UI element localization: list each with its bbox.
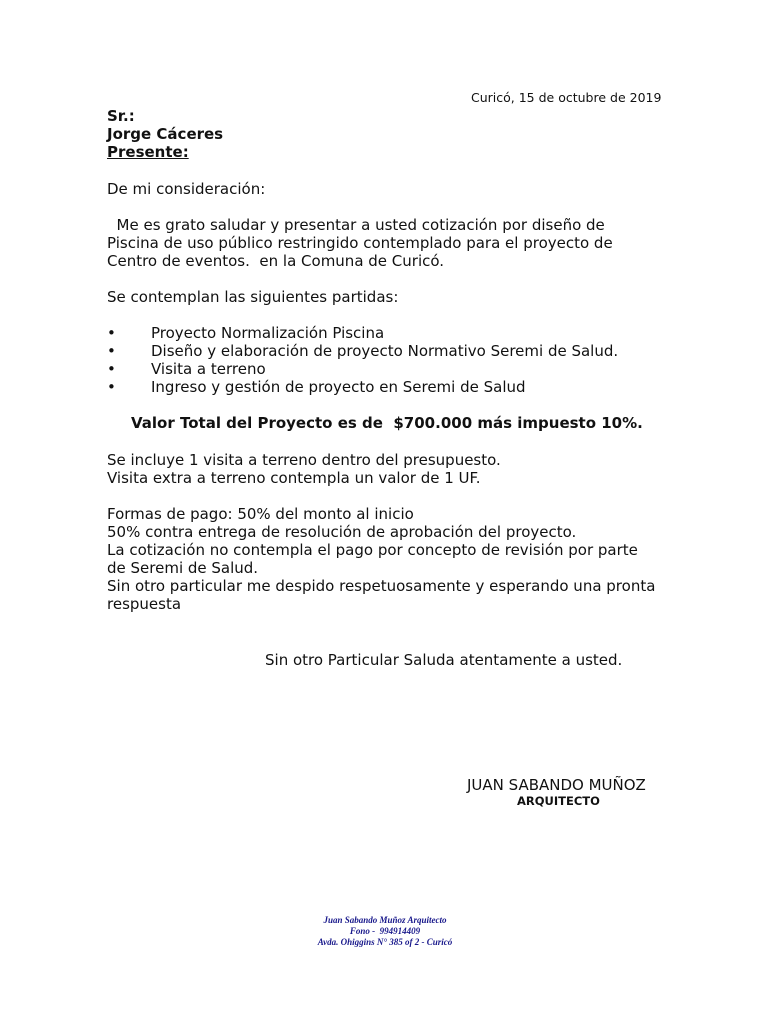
- payment-line: de Seremi de Salud.: [107, 559, 259, 577]
- payment-line: Formas de pago: 50% del monto al inicio: [107, 505, 414, 523]
- bullet-icon: •: [107, 378, 116, 396]
- list-item: [107, 342, 618, 360]
- intro-line: Centro de eventos. en la Comuna de Curicó.: [107, 252, 445, 270]
- bullet-icon: •: [107, 342, 116, 360]
- recipient-block: [107, 107, 223, 161]
- partidas-title: Se contemplan las siguientes partidas:: [107, 288, 399, 306]
- partidas-list: [107, 324, 618, 396]
- closing-line: Sin otro Particular Saluda atentamente a usted.: [265, 651, 623, 669]
- intro-line: Me es grato saludar y presentar a usted cotización por diseño de: [107, 216, 605, 234]
- list-item-text: Visita a terreno: [151, 360, 266, 378]
- intro-line: Piscina de uso público restringido contemplado para el proyecto de: [107, 234, 613, 252]
- greeting: De mi consideración:: [107, 180, 266, 198]
- list-item: [107, 324, 618, 342]
- payment-paragraph: [107, 505, 655, 613]
- bullet-icon: •: [107, 324, 116, 342]
- footer-line: Fono - 994914409: [349, 926, 421, 936]
- intro-paragraph: [107, 216, 613, 270]
- recipient-name: Jorge Cáceres: [107, 125, 224, 143]
- total-value-line: Valor Total del Proyecto es de $700.000 más impuesto 10%.: [131, 414, 643, 432]
- visits-line: Visita extra a terreno contempla un valor de 1 UF.: [107, 469, 481, 487]
- list-item-text: Ingreso y gestión de proyecto en Seremi de Salud: [151, 378, 526, 396]
- payment-line: respuesta: [107, 595, 182, 613]
- signer-title: ARQUITECTO: [517, 794, 600, 808]
- list-item-text: Proyecto Normalización Piscina: [151, 324, 385, 342]
- list-item: [107, 378, 618, 396]
- visits-paragraph: [107, 451, 501, 487]
- footer-line: Juan Sabando Muñoz Arquitecto: [323, 915, 447, 925]
- bullet-icon: •: [107, 360, 116, 378]
- salutation: Sr.:: [107, 107, 135, 125]
- payment-line: Sin otro particular me despido respetuosamente y esperando una pronta: [107, 577, 656, 595]
- footer-line: Avda. Ohiggins N° 385 of 2 - Curicó: [317, 937, 453, 947]
- list-item-text: Diseño y elaboración de proyecto Normativo Seremi de Salud.: [151, 342, 619, 360]
- payment-line: La cotización no contempla el pago por concepto de revisión por parte: [107, 541, 638, 559]
- payment-line: 50% contra entrega de resolución de aprobación del proyecto.: [107, 523, 577, 541]
- date-line: Curicó, 15 de octubre de 2019: [471, 90, 662, 105]
- visits-line: Se incluye 1 visita a terreno dentro del presupuesto.: [107, 451, 501, 469]
- presente-label: Presente:: [107, 143, 189, 161]
- list-item: [107, 360, 618, 378]
- signer-name: JUAN SABANDO MUÑOZ: [467, 776, 646, 794]
- letterhead-footer: [300, 915, 470, 948]
